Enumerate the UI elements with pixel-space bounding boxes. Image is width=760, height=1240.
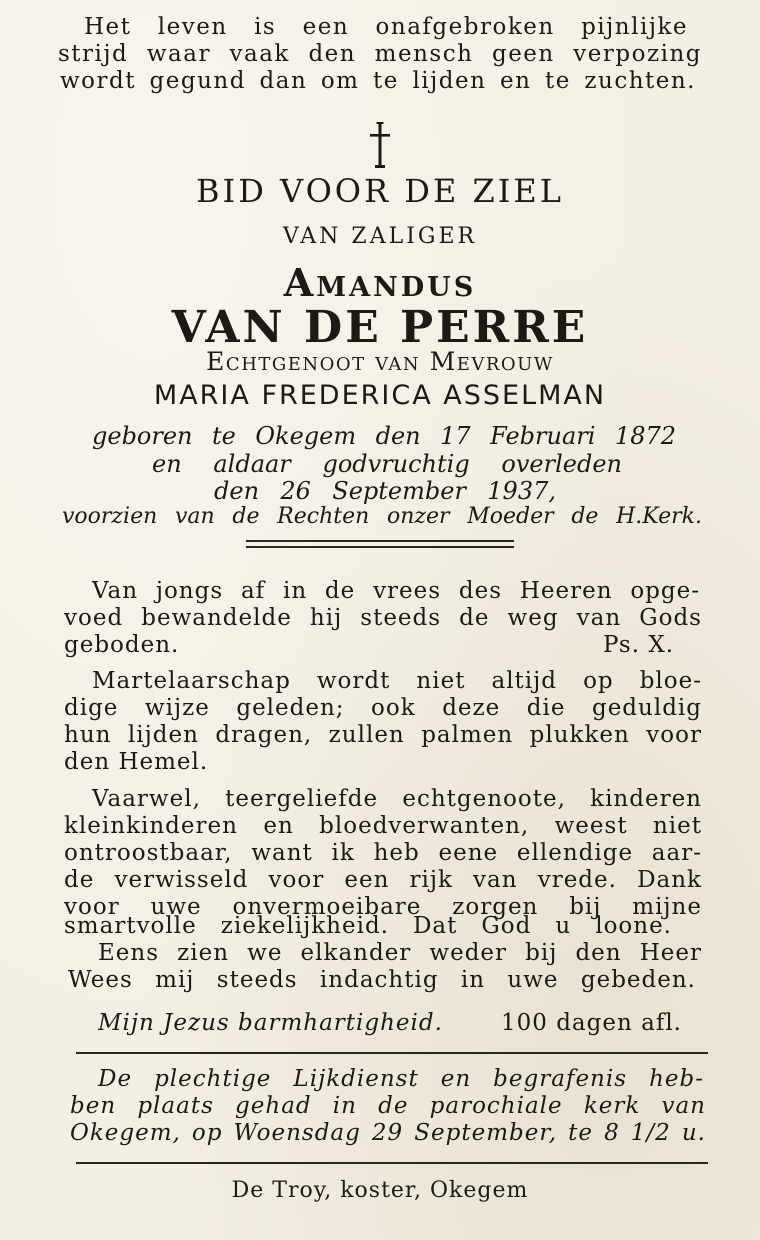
prayer-heading: BID VOOR DE ZIEL (196, 172, 564, 210)
farewell-line: Eens zien we elkander weder bij den Heer (98, 940, 702, 966)
printer-credit: De Troy, koster, Okegem (231, 1178, 529, 1203)
divider-rule (76, 1052, 708, 1054)
verse-line: Martelaarschap wordt niet altijd op bloe- (92, 668, 702, 694)
prayer-invocation: Mijn Jezus barmhartigheid. (98, 1010, 443, 1036)
divider-rule (246, 540, 514, 542)
spouse-intro-text: Echtgenoot van Mevrouw (206, 347, 554, 376)
funeral-notice-line: De plechtige Lijkdienst en begrafenis heb- (98, 1066, 704, 1092)
deceased-first-name: Amandus (283, 260, 477, 305)
deceased-surname: VAN DE PERRE (171, 302, 589, 353)
dates-line: en aldaar godvruchtig overleden (152, 450, 622, 478)
verse-line: geboden. (64, 632, 180, 658)
verse-line: den Hemel. (64, 749, 209, 775)
psalm-reference: Ps. X. (603, 632, 674, 658)
funeral-notice-line: Okegem, op Woensdag 29 September, te 8 1/2 u. (70, 1120, 706, 1146)
spouse-name: MARIA FREDERICA ASSELMAN (153, 380, 607, 411)
quote-line: wordt gegund dan om te lijden en te zuchten. (60, 68, 696, 94)
dates-line: geboren te Okegem den 17 Februari 1872 (92, 422, 676, 450)
quote-line: strijd waar vaak den mensch geen verpozing (58, 41, 702, 67)
verse-line: dige wijze geleden; ook deze die geduldig (64, 695, 702, 721)
divider-rule (76, 1162, 708, 1164)
quote-line: Het leven is een onafgebroken pijnlijke (84, 14, 688, 40)
farewell-line: voor uwe onvermoeibare zorgen bij mijne (64, 894, 702, 920)
divider-rule (246, 546, 514, 548)
verse-line: Van jongs af in de vrees des Heeren opge- (92, 578, 700, 604)
farewell-line: Wees mij steeds indachtig in uwe gebeden. (68, 967, 696, 993)
dates-line: den 26 September 1937, (214, 477, 556, 505)
indulgence-days: 100 dagen afl. (501, 1010, 682, 1036)
farewell-line: Vaarwel, teergeliefde echtgenoote, kinderen (92, 786, 702, 812)
farewell-line: ontroostbaar, want ik heb eene ellendige aar- (64, 840, 702, 866)
cross-icon (368, 122, 392, 168)
van-zaliger-text: VAN ZALIGER (282, 224, 478, 249)
farewell-line: kleinkinderen en bloedverwanten, weest niet (64, 813, 702, 839)
verse-line: voed bewandelde hij steeds de weg van Gods (64, 605, 702, 631)
verse-line: hun lijden dragen, zullen palmen plukken voor (64, 722, 702, 748)
farewell-line: smartvolle ziekelijkheid. Dat God u loone. (64, 913, 672, 939)
dates-line: voorzien van de Rechten onzer Moeder de H.Kerk. (62, 504, 702, 529)
funeral-notice-line: ben plaats gehad in de parochiale kerk van (70, 1093, 706, 1119)
farewell-line: de verwisseld voor een rijk van vrede. Dank (64, 867, 702, 893)
